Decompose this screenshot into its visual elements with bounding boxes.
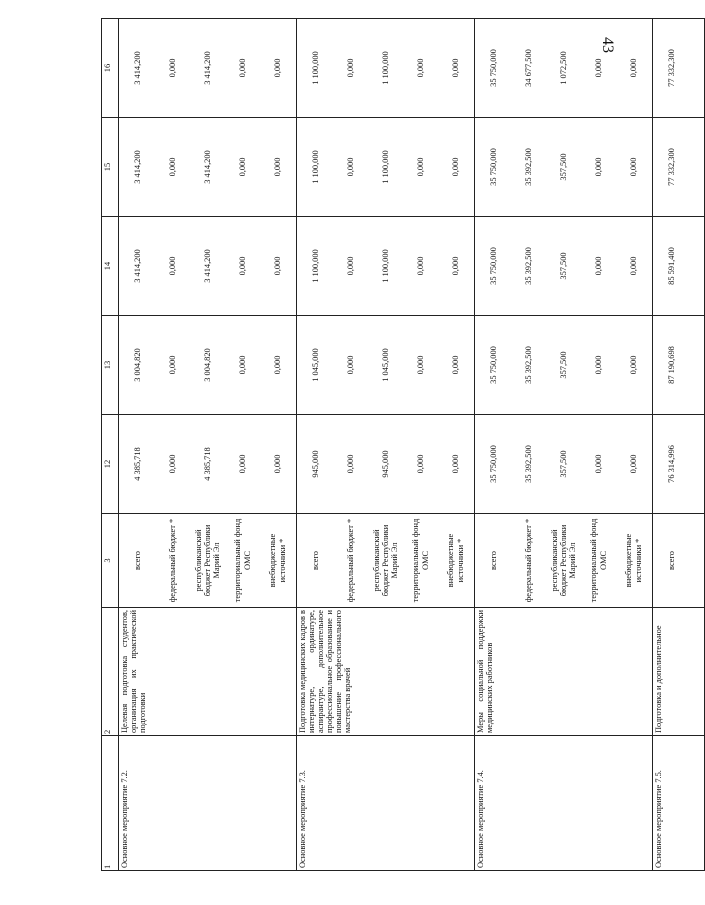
year-values: 35 750,000 34 677,500 1 072,500 0,000 0,000: [475, 19, 653, 118]
budget-table: [101, 18, 705, 871]
year-values: 945,000 0,000 945,000 0,000 0,000: [297, 415, 475, 514]
table-row: [297, 19, 475, 871]
year-values: 77 332,300: [653, 118, 705, 217]
table-row: [653, 19, 705, 871]
page-number: 43: [599, 37, 616, 53]
year-values: 4 385,718 0,000 4 385,718 0,000 0,000: [119, 415, 297, 514]
column-header: 12: [102, 415, 119, 514]
year-values: 1 100,000 0,000 1 100,000 0,000 0,000: [297, 19, 475, 118]
funding-sources: всего: [653, 514, 705, 608]
funding-sources: всего федеральный бюджет * республиканский бюджет Республики Марий Эл территориальный фонд ОМС внебюджетные источники *: [119, 514, 297, 608]
year-values: 76 314,996: [653, 415, 705, 514]
year-values: 1 100,000 0,000 1 100,000 0,000 0,000: [297, 217, 475, 316]
year-values: 35 750,000 35 392,500 357,500 0,000 0,000: [475, 415, 653, 514]
year-values: 3 004,820 0,000 3 004,820 0,000 0,000: [119, 316, 297, 415]
measure-name: Основное мероприятие 7.3.: [297, 736, 475, 871]
measure-name: Основное мероприятие 7.2.: [119, 736, 297, 871]
column-header: 14: [102, 217, 119, 316]
column-header: 3: [102, 514, 119, 608]
year-values: 77 332,300: [653, 19, 705, 118]
year-values: 35 750,000 35 392,500 357,500 0,000 0,000: [475, 217, 653, 316]
measure-description: Подготовка и дополнительное: [653, 608, 705, 736]
column-header: 2: [102, 608, 119, 736]
year-values: 1 100,000 0,000 1 100,000 0,000 0,000: [297, 118, 475, 217]
year-values: 35 750,000 35 392,500 357,500 0,000 0,000: [475, 316, 653, 415]
table-row: [119, 19, 297, 871]
table-row: [475, 19, 653, 871]
measure-description: Меры социальной поддержки медицинских работников: [475, 608, 653, 736]
measure-name: Основное мероприятие 7.4.: [475, 736, 653, 871]
year-values: 1 045,000 0,000 1 045,000 0,000 0,000: [297, 316, 475, 415]
column-header: 1: [102, 736, 119, 871]
column-number-row: [102, 19, 119, 871]
year-values: 3 414,200 0,000 3 414,200 0,000 0,000: [119, 217, 297, 316]
column-header: 13: [102, 316, 119, 415]
year-values: 35 750,000 35 392,500 357,500 0,000 0,000: [475, 118, 653, 217]
measure-description: Подготовка медицинских кадров в интернатуре, ординатуре, аспирантуре, дополнительное профессиональное образование и повышение профессионального мастерства врачей: [297, 608, 475, 736]
funding-sources: всего федеральный бюджет * республиканский бюджет Республики Марий Эл территориальный фонд ОМС внебюджетные источники *: [475, 514, 653, 608]
column-header: 15: [102, 118, 119, 217]
measure-name: Основное мероприятие 7.5.: [653, 736, 705, 871]
measure-description: Целевая подготовка студентов, организация их практической подготовки: [119, 608, 297, 736]
year-values: 3 414,200 0,000 3 414,200 0,000 0,000: [119, 118, 297, 217]
rotated-budget-table-sheet: [101, 41, 676, 871]
column-header: 16: [102, 19, 119, 118]
year-values: 85 591,400: [653, 217, 705, 316]
year-values: 87 190,698: [653, 316, 705, 415]
year-values: 3 414,200 0,000 3 414,200 0,000 0,000: [119, 19, 297, 118]
funding-sources: всего федеральный бюджет * республиканский бюджет Республики Марий Эл территориальный фонд ОМС внебюджетные источники *: [297, 514, 475, 608]
